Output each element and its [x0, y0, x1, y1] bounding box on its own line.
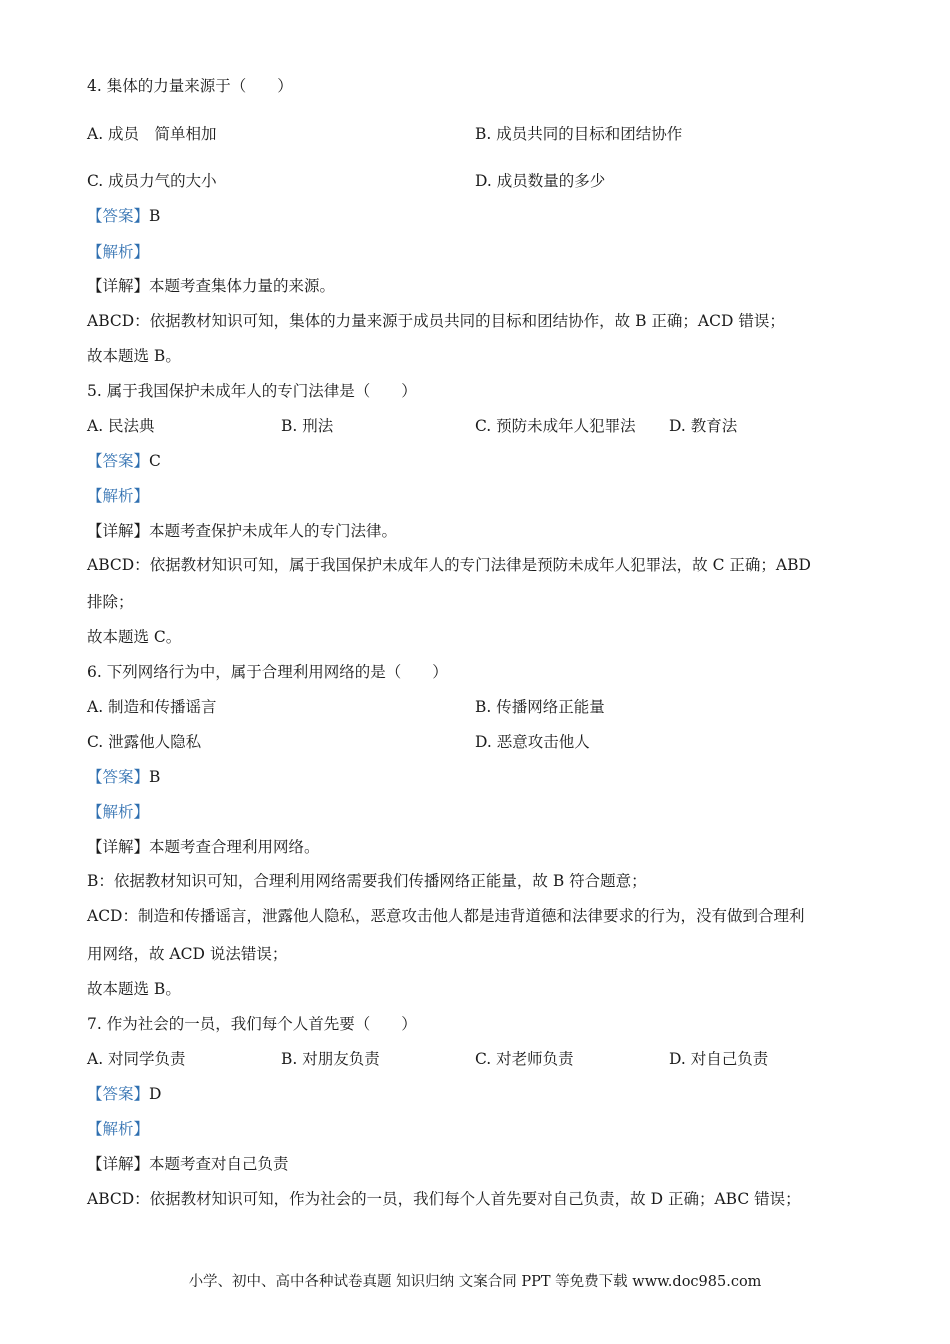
answer-value: D	[149, 1085, 162, 1103]
q6-analysis-tag: 【解析】	[87, 803, 150, 821]
q6-explanation-line1: B：依据教材知识可知，合理利用网络需要我们传播网络正能量，故 B 符合题意；	[87, 872, 647, 890]
q4-analysis-tag: 【解析】	[87, 243, 150, 261]
q5-answer	[87, 451, 161, 471]
answer-tag: 【答案】	[87, 1085, 150, 1103]
q5-explanation-line1: ABCD：依据教材知识可知，属于我国保护未成年人的专门法律是预防未成年人犯罪法，故 C 正确；ABD	[87, 556, 811, 574]
q7-stem: 7. 作为社会的一员，我们每个人首先要（ ）	[87, 1015, 417, 1033]
q6-option-a: A. 制造和传播谣言	[87, 698, 217, 716]
answer-value: C	[149, 452, 161, 470]
q6-detail: 【详解】本题考查合理利用网络。	[87, 838, 320, 856]
q5-stem: 5. 属于我国保护未成年人的专门法律是（ ）	[87, 382, 417, 400]
q7-detail: 【详解】本题考查对自己负责	[87, 1155, 289, 1173]
q5-conclusion: 故本题选 C。	[87, 628, 182, 646]
q4-answer	[87, 206, 160, 226]
answer-value: B	[149, 207, 161, 225]
answer-tag: 【答案】	[87, 452, 150, 470]
answer-value: B	[149, 768, 161, 786]
q4-explanation: ABCD：依据教材知识可知，集体的力量来源于成员共同的目标和团结协作，故 B 正确；ACD 错误；	[87, 312, 785, 330]
q4-option-d: D. 成员数量的多少	[475, 172, 606, 190]
q4-option-c: C. 成员力气的大小	[87, 172, 217, 190]
q6-explanation-line2: ACD：制造和传播谣言，泄露他人隐私，恶意攻击他人都是违背道德和法律要求的行为，没有做到合理利	[87, 907, 805, 925]
q6-option-c: C. 泄露他人隐私	[87, 733, 202, 751]
q4-conclusion: 故本题选 B。	[87, 347, 181, 365]
page-footer: 小学、初中、高中各种试卷真题 知识归纳 文案合同 PPT 等免费下载 www.doc985.com	[188, 1274, 762, 1290]
q5-option-c: C. 预防未成年人犯罪法	[475, 417, 636, 435]
q5-detail: 【详解】本题考查保护未成年人的专门法律。	[87, 522, 398, 540]
q6-option-d: D. 恶意攻击他人	[475, 733, 590, 751]
q4-option-a: A. 成员 简单相加	[87, 125, 217, 143]
q7-option-b: B. 对朋友负责	[281, 1050, 380, 1068]
q6-answer	[87, 767, 160, 787]
q5-option-b: B. 刑法	[281, 417, 334, 435]
q7-option-c: C. 对老师负责	[475, 1050, 574, 1068]
q5-analysis-tag: 【解析】	[87, 487, 150, 505]
q4-stem: 4. 集体的力量来源于（ ）	[87, 77, 293, 95]
q6-option-b: B. 传播网络正能量	[475, 698, 605, 716]
q6-explanation-line3: 用网络，故 ACD 说法错误；	[87, 945, 288, 963]
q4-detail: 【详解】本题考查集体力量的来源。	[87, 277, 336, 295]
q7-answer	[87, 1084, 161, 1104]
q5-option-d: D. 教育法	[669, 417, 738, 435]
q6-stem: 6. 下列网络行为中，属于合理利用网络的是（ ）	[87, 663, 448, 681]
q7-option-d: D. 对自己负责	[669, 1050, 769, 1068]
q5-explanation-line2: 排除；	[87, 593, 134, 611]
answer-tag: 【答案】	[87, 768, 150, 786]
q5-option-a: A. 民法典	[87, 417, 155, 435]
q4-option-b: B. 成员共同的目标和团结协作	[475, 125, 683, 143]
q7-option-a: A. 对同学负责	[87, 1050, 186, 1068]
q6-conclusion: 故本题选 B。	[87, 980, 181, 998]
q7-explanation: ABCD：依据教材知识可知，作为社会的一员，我们每个人首先要对自己负责，故 D 正确；ABC 错误；	[87, 1190, 801, 1208]
answer-tag: 【答案】	[87, 207, 150, 225]
q7-analysis-tag: 【解析】	[87, 1120, 150, 1138]
